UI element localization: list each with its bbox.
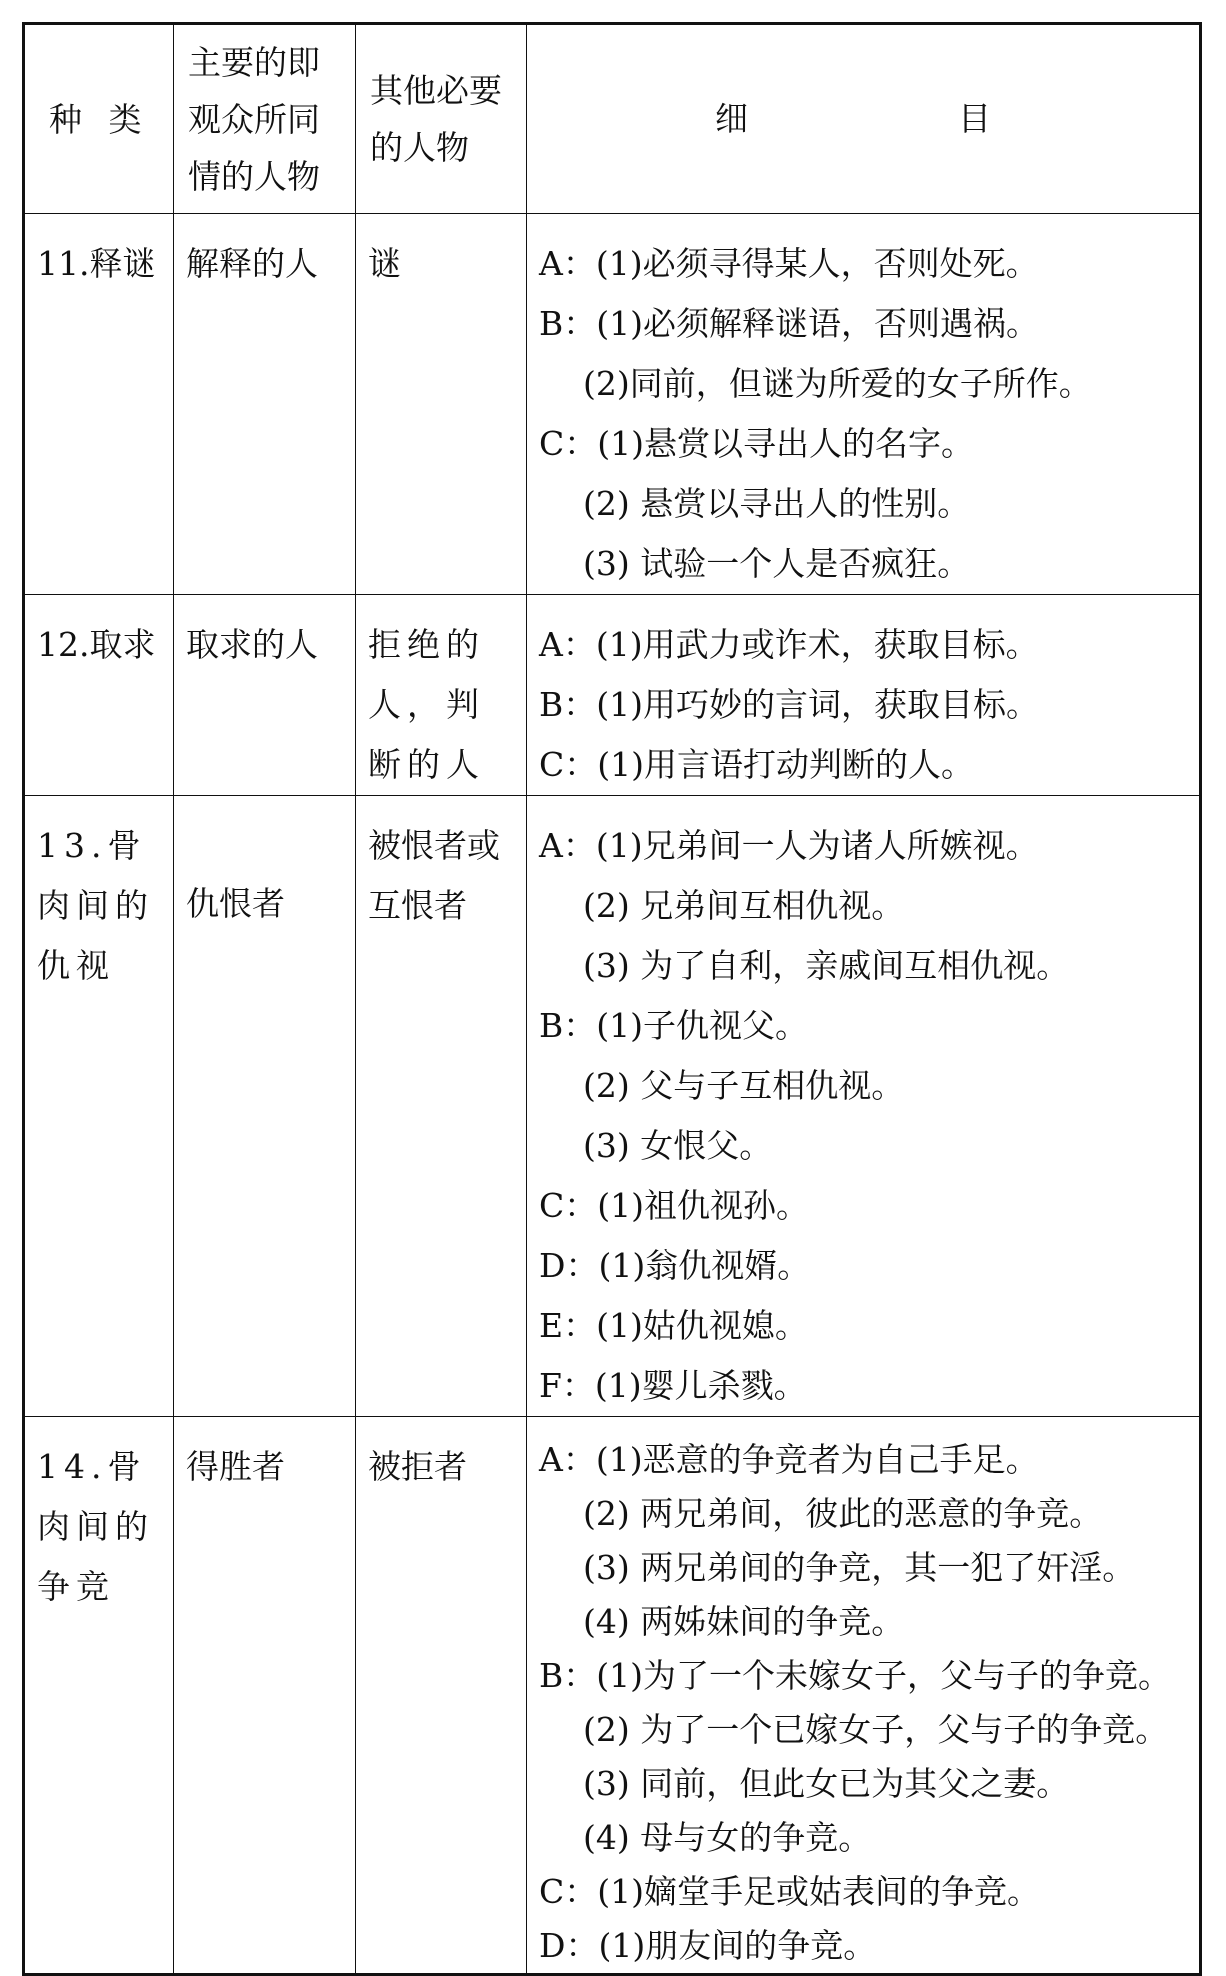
detail-line: C：(1)悬赏以寻出人的名字。 [539,424,974,463]
detail-line: (2)同前，但谜为所爱的女子所作。 [583,364,1092,403]
main-character-cell: 解释的人 [174,214,356,595]
main-character-cell: 取求的人 [174,595,356,796]
detail-line: (3) 同前，但此女已为其父之妻。 [583,1764,1070,1803]
header-main-character [174,24,356,214]
detail-line: B：(1)为了一个未嫁女子，父与子的争竞。 [539,1656,1171,1695]
table-row [24,1417,1201,1975]
detail-line: E：(1)姑仇视媳。 [539,1306,808,1345]
header-detail-part: 细 [715,99,768,138]
details-cell [527,796,1201,1417]
detail-line: (2) 父与子互相仇视。 [583,1066,905,1105]
header-line: 的人物 [370,128,469,167]
other-character-cell: 谜 [356,214,527,595]
details-cell [527,1417,1201,1975]
detail-line: A：(1)恶意的争竞者为自己手足。 [539,1440,1039,1479]
detail-line: (2) 两兄弟间，彼此的恶意的争竞。 [583,1494,1103,1533]
details-cell [527,214,1201,595]
detail-line: (2) 悬赏以寻出人的性别。 [583,484,971,523]
details-cell [527,595,1201,796]
table-row [24,796,1201,1417]
detail-line: A：(1)必须寻得某人，否则处死。 [539,244,1039,283]
header-line: 观众所同 [188,99,320,139]
main-character-cell: 得胜者 [174,1417,356,1975]
detail-line: B：(1)子仇视父。 [539,1006,808,1045]
detail-line: (2) 为了一个已嫁女子，父与子的争竞。 [583,1710,1169,1749]
header-line: 情的人物 [188,156,320,196]
detail-line: C：(1)用言语打动判断的人。 [539,745,974,784]
table-row [24,595,1201,796]
plot-category-table [22,22,1202,1976]
category-cell: 12.取求 [24,595,174,796]
category-cell: 13.骨肉间的仇视 [24,796,174,1417]
detail-line: (3) 女恨父。 [583,1126,773,1165]
detail-line: (4) 两姊妹间的争竞。 [583,1602,905,1641]
detail-line: D：(1)朋友间的争竞。 [539,1926,877,1965]
table-header-row [24,24,1201,214]
table-row [24,214,1201,595]
main-character-cell: 仇恨者 [174,796,356,1417]
detail-line: (2) 兄弟间互相仇视。 [583,886,905,925]
header-line: 其他必要 [370,71,502,110]
header-line: 主要的即 [188,42,320,82]
header-other-character [356,24,527,214]
detail-line: A：(1)兄弟间一人为诸人所嫉视。 [539,826,1039,865]
detail-line: (4) 母与女的争竞。 [583,1818,872,1857]
header-details [527,24,1201,214]
detail-line: (3) 为了自利，亲戚间互相仇视。 [583,946,1070,985]
detail-line: C：(1)祖仇视孙。 [539,1186,809,1225]
detail-line: D：(1)翁仇视婿。 [539,1246,811,1285]
detail-line: B：(1)必须解释谜语，否则遇祸。 [539,304,1039,343]
detail-line: B：(1)用巧妙的言词，获取目标。 [539,685,1039,724]
detail-line: (3) 试验一个人是否疯狂。 [583,544,971,583]
header-detail-part: 目 [958,99,1011,138]
detail-line: (3) 两兄弟间的争竞，其一犯了奸淫。 [583,1548,1136,1587]
category-cell: 14.骨肉间的争竞 [24,1417,174,1975]
detail-line: C：(1)嫡堂手足或姑表间的争竞。 [539,1872,1040,1911]
other-character-cell: 被恨者或互恨者 [356,796,527,1417]
detail-line: F：(1)婴儿杀戮。 [539,1366,807,1405]
header-category: 种 类 [24,24,174,214]
detail-line: A：(1)用武力或诈术，获取目标。 [539,625,1039,664]
category-cell: 11.释谜 [24,214,174,595]
other-character-cell: 被拒者 [356,1417,527,1975]
other-character-cell: 拒绝的人，判断的人 [356,595,527,796]
